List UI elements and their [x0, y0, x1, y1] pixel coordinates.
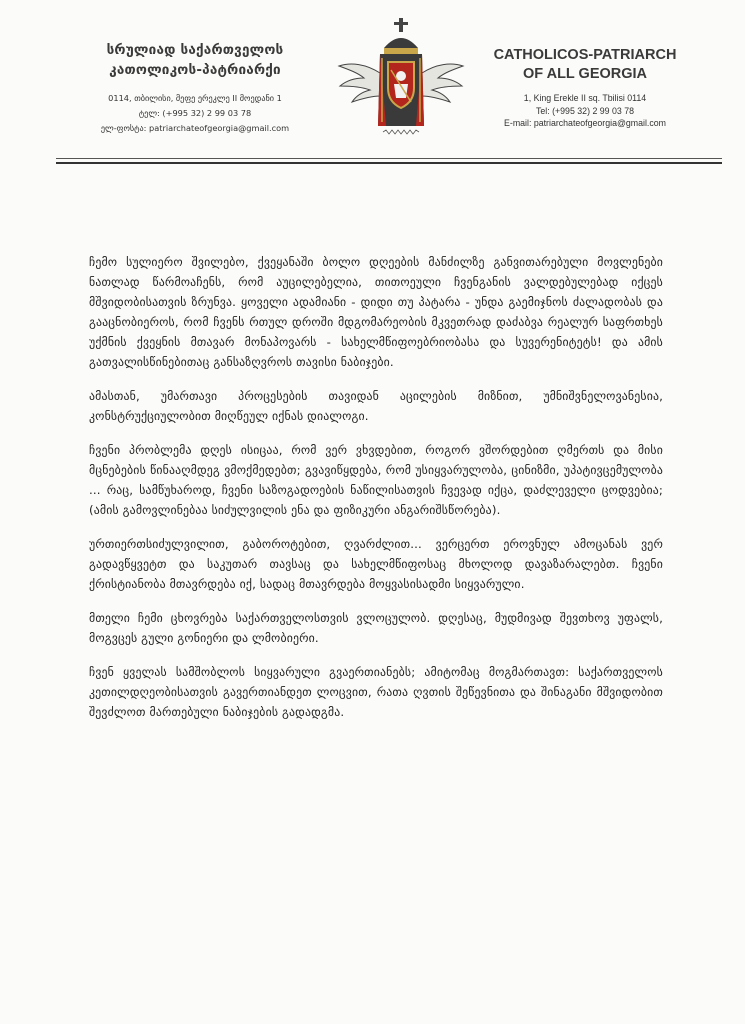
header-divider-thin [56, 158, 722, 159]
letter-body [89, 252, 663, 736]
phone-english: Tel: (+995 32) 2 99 03 78 [535, 105, 635, 116]
letterhead-english-block [460, 46, 710, 130]
email-georgian: ელ-ფოსტა: patriarchateofgeorgia@gmail.com [100, 123, 290, 133]
paragraph-5: მთელი ჩემი ცხოვრება საქართველოსთვის ვლოცულობ. დღესაც, მუდმივად შევთხოვ უფალს, მოგვცეს გული გონიერი და ლმობიერი. [89, 611, 663, 645]
letterhead [0, 0, 745, 170]
paragraph-4: ურთიერთსიძულვილით, გაბოროტებით, ღვარძლით... ვერცერთ ეროვნულ ამოცანას ვერ გადავწყვეტთ და საკუთარ თავსაც და სახელმწიფოსაც მხოლოდ დავაზარალებთ. ჩვენი ქრისტიანობა მთავრდება იქ, სადაც მთავრდება მოყვასისადმი სიყვარული. [89, 537, 663, 591]
letterhead-georgian-block [60, 40, 330, 136]
paragraph-3: ჩვენი პრობლემა დღეს ისიცაა, რომ ვერ ვხვდებით, როგორ ვშორდებით ღმერთს და მისი მცნებების წინააღმდეგ ვმოქმედებთ; გვავიწყდება, რომ უსიყვარულობა, ცინიზმი, უპატივცემულობა ... რაც, სამწუხაროდ, ჩვენი საზოგადოების ნაწილისათვის ჩვევად იქცა, დაძლეველი ცოდვებია; (ამის გამოვლინებაა სიძულვილის ენა და ფიზიკური ანგარიშსწორება). [89, 443, 663, 517]
header-divider-thick [56, 162, 722, 164]
org-title-english-line1: CATHOLICOS-PATRIARCH [493, 47, 677, 63]
address-english: 1, King Erekle II sq. Tbilisi 0114 [523, 93, 647, 103]
email-english: E-mail: patriarchateofgeorgia@gmail.com [504, 118, 666, 128]
address-georgian: 0114, თბილისი, მეფე ერეკლე II მოედანი 1 [108, 93, 282, 103]
paragraph-1: ჩემო სულიერო შვილებო, ქვეყანაში ბოლო დღეების მანძილზე განვითარებული მოვლენები ნათლად წარმოაჩენს, რომ აუცილებელია, თითოეული ჩვენგანის ვალდებულებად იქცეს მშვიდობისათვის ზრუნვა. ყოველი ადამიანი - დიდი თუ პატარა - უნდა გაემიჯნოს ძალადობას და გააცნობიეროს, რომ ჩვენს რთულ დროში მდგომარეობის მკვეთრად დაძაბვა რეალურ საფრთხეს უქმნის ქვეყნის მთავარ მონაპოვარს - სახელმწიფოებრიობასა და სუვერენიტეტს! და ამის გათვალისწინებითაც განსაზღვროს თავისი ნაბიჯები. [89, 255, 663, 369]
org-title-english-line2: OF ALL GEORGIA [522, 66, 648, 82]
paragraph-2: ამასთან, უმართავი პროცესების თავიდან აცილების მიზნით, უმნიშვნელოვანესია, კონსტრუქციულობით მიღწეულ იქნას დიალოგი. [89, 389, 663, 423]
patriarchate-seal-icon [336, 18, 466, 143]
phone-georgian: ტელ: (+995 32) 2 99 03 78 [138, 108, 252, 118]
org-title-georgian-line1: სრულიად საქართველოს [106, 42, 284, 58]
org-title-georgian-line2: კათოლიკოს-პატრიარქი [109, 62, 281, 78]
paragraph-6: ჩვენ ყველას სამშობლოს სიყვარული გვაერთიანებს; ამიტომაც მოგმართავთ: საქართველოს კეთილდღეობისათვის გავერთიანდეთ ლოცვით, რათა ღვთის შეწევნითა და შინაგანი მშვიდობით შევძლოთ მართებული ნაბიჯების გადადგმა. [89, 665, 663, 719]
